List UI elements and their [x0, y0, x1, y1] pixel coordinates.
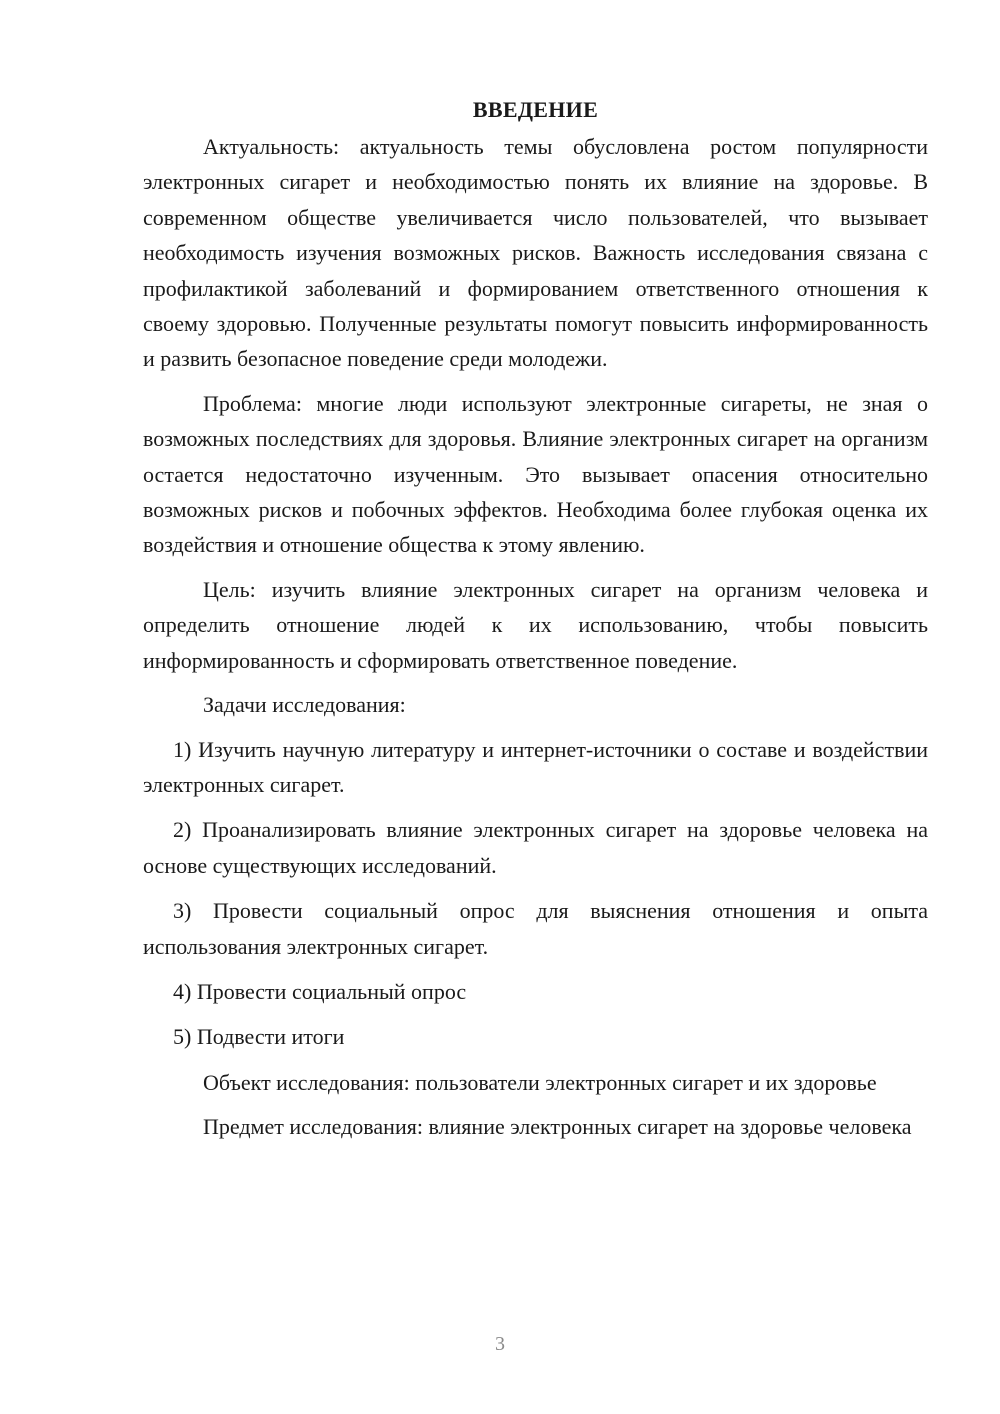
- subject-paragraph: Предмет исследования: влияние электронных сигарет на здоровье человека: [203, 1114, 912, 1140]
- task-item: 1) Изучить научную литературу и интернет-источники о составе и воздействии электронных сигарет.: [143, 736, 928, 797]
- problem-paragraph: Проблема: многие люди используют электронные сигареты, не зная о возможных последствиях для здоровья. Влияние электронных сигарет на организм остается недостаточно изученным. Это вызывает опасения относительно возможных рисков и побочных эффектов. Необходима более глубокая оценка их воздействия и отношение общества к этому явлению.: [143, 390, 928, 558]
- task-item: 2) Проанализировать влияние электронных сигарет на здоровье человека на основе существующих исследований.: [143, 817, 928, 878]
- task-item: 3) Провести социальный опрос для выяснения отношения и опыта использования электронных сигарет.: [143, 898, 928, 959]
- goal-paragraph: Цель: изучить влияние электронных сигарет на организм человека и определить отношение людей к их использованию, чтобы повысить информированность и сформировать ответственное поведение.: [143, 576, 928, 673]
- object-paragraph: Объект исследования: пользователи электронных сигарет и их здоровье: [203, 1069, 877, 1095]
- relevance-paragraph: Актуальность: актуальность темы обусловлена ростом популярности электронных сигарет и необходимостью понять их влияние на здоровье. В современном обществе увеличивается число пользователей, что вызывает необходимость изучения возможных рисков. Важность исследования связана с профилактикой заболеваний и формированием ответственного отношения к своему здоровью. Полученные результаты помогут повысить информированность и развить безопасное поведение среди молодежи.: [143, 134, 928, 372]
- section-heading: ВВЕДЕНИЕ: [472, 97, 599, 122]
- tasks-title: Задачи исследования:: [203, 692, 406, 718]
- page-number: 3: [495, 1333, 505, 1355]
- document-page: [143, 92, 928, 1154]
- task-item: 5) Подвести итоги: [173, 1024, 345, 1050]
- task-item: 4) Провести социальный опрос: [173, 978, 467, 1004]
